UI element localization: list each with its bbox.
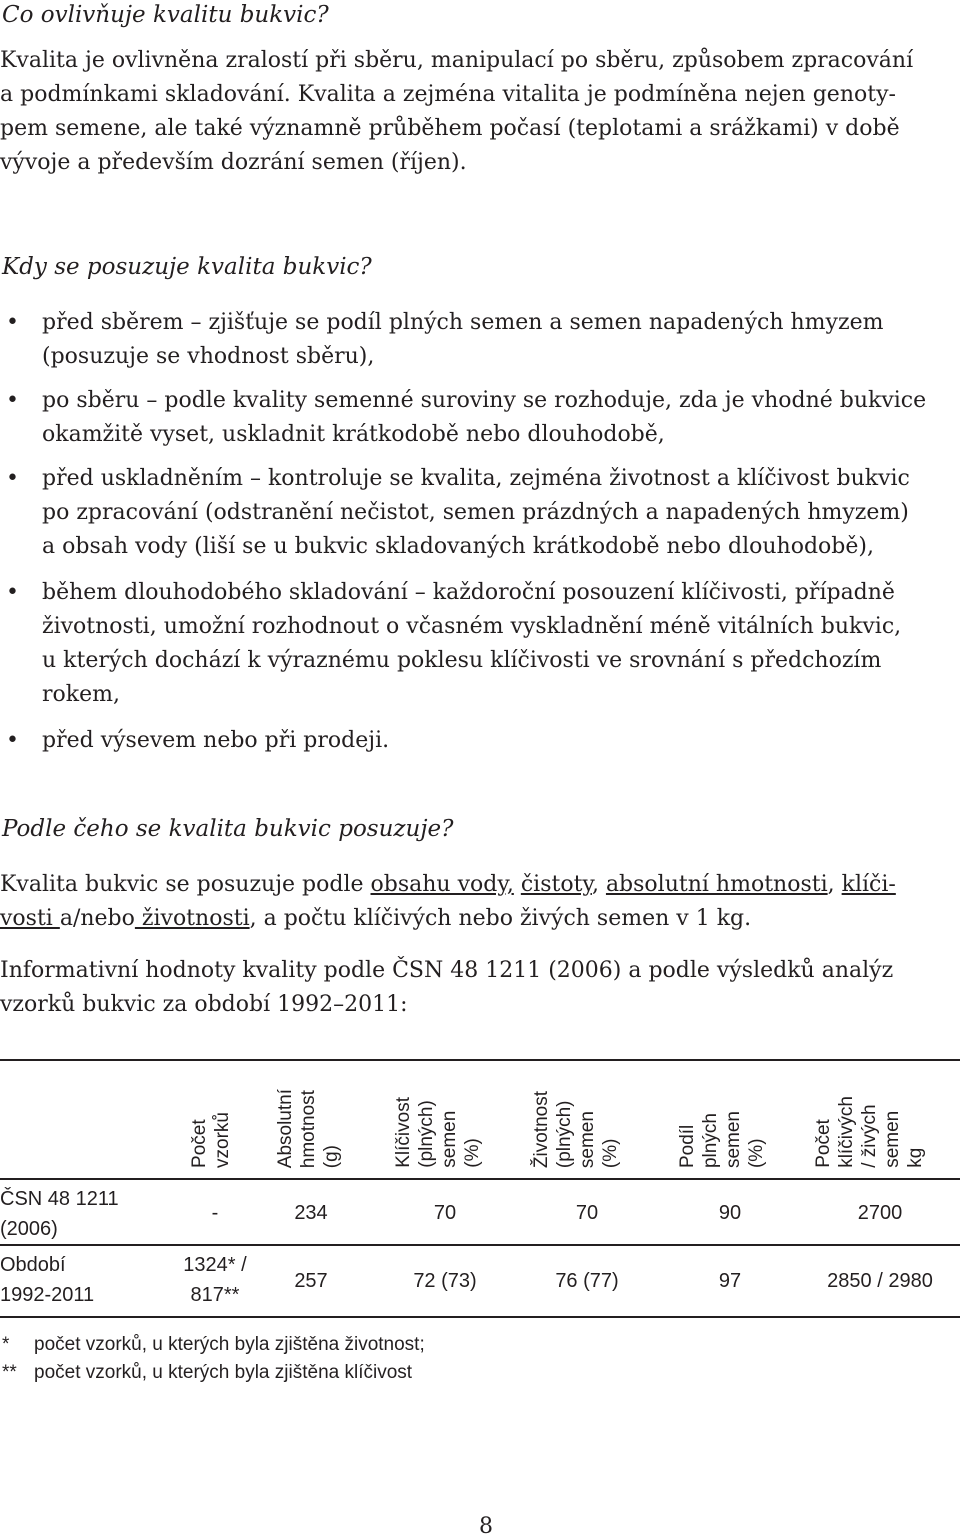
text-fragment: a/nebo (59, 906, 135, 931)
bullet-line: po zpracování (odstranění nečistot, semen prázdných a napadených hmyzem) (42, 500, 909, 525)
text-fragment: Kvalita bukvic se posuzuje podle (0, 872, 371, 897)
text-fragment: , a počtu klíčivých nebo živých semen v 1 kg. (249, 906, 752, 931)
header-sample-count (188, 1068, 234, 1168)
paragraph-criteria (0, 868, 960, 936)
bullet-icon: • (6, 728, 19, 753)
header-text: Počet klíčivých / živých semen kg (813, 1096, 926, 1168)
bullet-line: po sběru – podle kvality semenné suroviny se rozhoduje, zda je vhodné bukvice (42, 388, 927, 413)
bullet-line: před uskladněním – kontroluje se kvalita, zejména životnost a klíčivost bukvic (42, 466, 910, 491)
text-fragment (514, 872, 521, 897)
section-heading-criteria: Podle čeho se kvalita bukvic posuzuje? (2, 816, 454, 842)
link-germination[interactable]: klíči- (841, 872, 896, 897)
footnote-text: počet vzorků, u kterých byla zjištěna klíčivost (34, 1362, 413, 1383)
link-viability[interactable]: životnosti (134, 906, 250, 931)
footnote-text: počet vzorků, u kterých byla zjištěna životnost; (34, 1334, 425, 1355)
header-text: Životnost (plných) semen (%) (531, 1090, 621, 1168)
cell-value: 257 (294, 1270, 328, 1292)
header-full-seed-share (676, 1068, 768, 1168)
cell-value: 70 (575, 1202, 599, 1224)
para-line: vzorků bukvic za období 1992–2011: (0, 992, 408, 1017)
bullet-line: okamžitě vyset, uskladnit krátkodobě nebo dlouhodobě, (42, 422, 665, 447)
bullet-line: před sběrem – zjišťuje se podíl plných semen a semen napadených hmyzem (42, 310, 884, 335)
table-header-rule (0, 1178, 960, 1180)
para-line: vývoje a především dozrání semen (říjen). (0, 150, 467, 175)
text-fragment: , (591, 872, 606, 897)
text-fragment: , (827, 872, 842, 897)
header-text: Počet vzorků (189, 1112, 233, 1168)
cell-count: 1324* / 817** (183, 1254, 247, 1306)
cell-value: 2700 (857, 1202, 903, 1224)
bullet-line: a obsah vody (liší se u bukvic skladovaných krátkodobě nebo dlouhodobě), (42, 534, 874, 559)
cell-value: 2850 / 2980 (827, 1270, 933, 1292)
para-line: Informativní hodnoty kvality podle ČSN 48 1211 (2006) a podle výsledků analýz (0, 958, 894, 983)
bullet-line: u kterých dochází k výraznému poklesu klíčivosti ve srovnání s předchozím (42, 648, 882, 673)
header-viability (530, 1068, 622, 1168)
paragraph-quality-factors (0, 44, 960, 180)
bullet-icon: • (6, 388, 19, 413)
cell-value: 90 (718, 1202, 742, 1224)
para-line: Kvalita je ovlivněna zralostí při sběru, manipulací po sběru, způsobem zpracování (0, 48, 914, 73)
cell-count: - (211, 1202, 219, 1224)
link-water-content[interactable]: obsahu vody, (370, 872, 514, 897)
header-text: Klíčivost (plných) semen (%) (393, 1097, 483, 1168)
section-heading-quality-factors: Co ovlivňuje kvalitu bukvic? (2, 2, 329, 28)
row-label: ČSN 48 1211 (2006) (0, 1188, 119, 1240)
header-absolute-weight (274, 1068, 343, 1168)
link-germination-cont[interactable]: vosti (0, 906, 60, 931)
table-bottom-rule (0, 1316, 960, 1318)
header-seeds-per-kg (812, 1068, 927, 1168)
para-line: a podmínkami skladování. Kvalita a zejména vitalita je podmíněna nejen genoty- (0, 82, 896, 107)
footnote-mark: * (2, 1334, 10, 1355)
table-row-rule (0, 1244, 960, 1246)
cell-value: 76 (77) (555, 1270, 619, 1292)
header-text: Podíl plných semen (%) (677, 1110, 767, 1168)
row-label: Období 1992-2011 (0, 1254, 95, 1306)
bullet-icon: • (6, 310, 19, 335)
cell-value: 72 (73) (413, 1270, 477, 1292)
bullet-line: životnosti, umožní rozhodnout o včasném vyskladnění méně vitálních bukvic, (42, 614, 902, 639)
header-text: Absolutní hmotnost (g) (275, 1088, 342, 1168)
bullet-line: (posuzuje se vhodnost sběru), (42, 344, 375, 369)
para-line: pem semene, ale také významně průběhem počasí (teplotami a srážkami) v době (0, 116, 900, 141)
section-heading-when-assessed: Kdy se posuzuje kvalita bukvic? (2, 254, 372, 280)
bullet-icon: • (6, 466, 19, 491)
link-purity[interactable]: čistoty (520, 872, 592, 897)
cell-value: 234 (294, 1202, 328, 1224)
bullet-line: během dlouhodobého skladování – každoroční posouzení klíčivosti, případně (42, 580, 895, 605)
footnote-mark: ** (2, 1362, 17, 1383)
table-top-rule (0, 1059, 960, 1061)
paragraph-informative-values (0, 954, 960, 1022)
page-number: 8 (479, 1514, 493, 1539)
cell-value: 70 (433, 1202, 457, 1224)
header-germination (392, 1068, 484, 1168)
link-absolute-weight[interactable]: absolutní hmotnosti (605, 872, 828, 897)
bullet-icon: • (6, 580, 19, 605)
bullet-line: před výsevem nebo při prodeji. (42, 728, 390, 753)
bullet-line: rokem, (42, 682, 120, 707)
cell-value: 97 (718, 1270, 742, 1292)
